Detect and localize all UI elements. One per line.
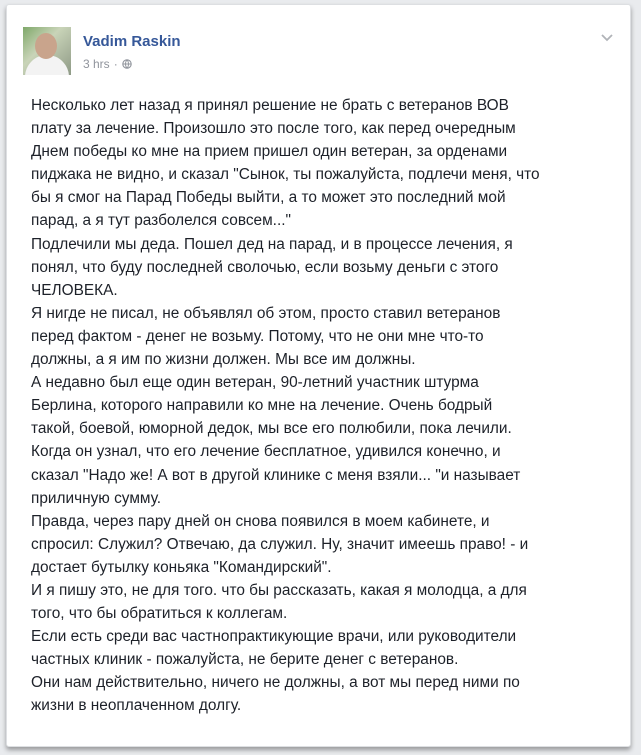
post-text-line: парад, а я тут разболелся совсем...": [31, 212, 291, 230]
post-body: [31, 94, 627, 718]
post-text-line: бы я смог на Парад Победы выйти, а то может это последний мой: [31, 189, 506, 207]
post-text-line: ЧЕЛОВЕКА.: [31, 281, 118, 299]
post-text-line: Когда он узнал, что его лечение бесплатное, удивился конечно, и: [31, 443, 501, 461]
timestamp[interactable]: 3 hrs: [83, 57, 110, 71]
meta-separator: ·: [113, 57, 118, 71]
post-text-line: такой, боевой, юморной дедок, мы все его полюбили, пока лечили.: [31, 420, 512, 438]
post-text-line: пиджака не видно, и сказал "Сынок, ты пожалуйста, подлечи меня, что: [31, 166, 540, 184]
post-text-line: достает бутылку коньяка "Командирский".: [31, 558, 332, 576]
post-text-line: того, что бы обратиться к коллегам.: [31, 605, 288, 623]
post-text-line: И я пишу это, не для того. что бы рассказать, какая я молодца, а для: [31, 581, 527, 599]
globe-icon[interactable]: [122, 59, 132, 69]
post-text-line: Подлечили мы деда. Пошел дед на парад, и в процессе лечения, я: [31, 235, 513, 253]
avatar[interactable]: [23, 27, 71, 75]
avatar-head: [35, 33, 57, 59]
post-text-line: должны, а я им по жизни должен. Мы все им должны.: [31, 351, 416, 369]
post-text-line: спросил: Служил? Отвечаю, да служил. Ну, значит имеешь право! - и: [31, 535, 529, 553]
post-text-line: жизни в неоплаченном долгу.: [31, 697, 242, 715]
post-text-line: Если есть среди вас частнопрактикующие врачи, или руководители: [31, 628, 517, 646]
post-text-line: Несколько лет назад я принял решение не брать с ветеранов ВОВ: [31, 97, 509, 114]
post-text-line: перед фактом - денег не возьму. Потому, что не они мне что-то: [31, 327, 484, 345]
post-text-line: Правда, через пару дней он снова появился в моем кабинете, и: [31, 512, 490, 530]
post-text-line: Берлина, которого направили ко мне на лечение. Очень бодрый: [31, 397, 493, 415]
post-text-line: плату за лечение. Произошло это после того, как перед очередным: [31, 120, 516, 138]
post-text-line: А недавно был еще один ветеран, 90-летний участник штурма: [31, 374, 479, 392]
post-meta: [83, 57, 132, 71]
author-name[interactable]: Vadim Raskin: [83, 33, 181, 50]
post-text-line: понял, что буду последней сволочью, если возьму деньги с этого: [31, 258, 499, 276]
post-text-line: сказал "Надо же! А вот в другой клинике с меня взяли... "и называет: [31, 466, 521, 484]
post-text-line: Я нигде не писал, не объявлял об этом, просто ставил ветеранов: [31, 304, 501, 322]
post-card: [6, 4, 631, 747]
post-text-line: приличную сумму.: [31, 489, 162, 507]
post-text-line: Днем победы ко мне на прием пришел один ветеран, за орденами: [31, 143, 508, 161]
chevron-down-icon[interactable]: [600, 33, 614, 43]
post-text-line: частных клиник - пожалуйста, не берите денег с ветеранов.: [31, 651, 459, 669]
post-text-line: Они нам действительно, ничего не должны, а вот мы перед ними по: [31, 674, 520, 692]
